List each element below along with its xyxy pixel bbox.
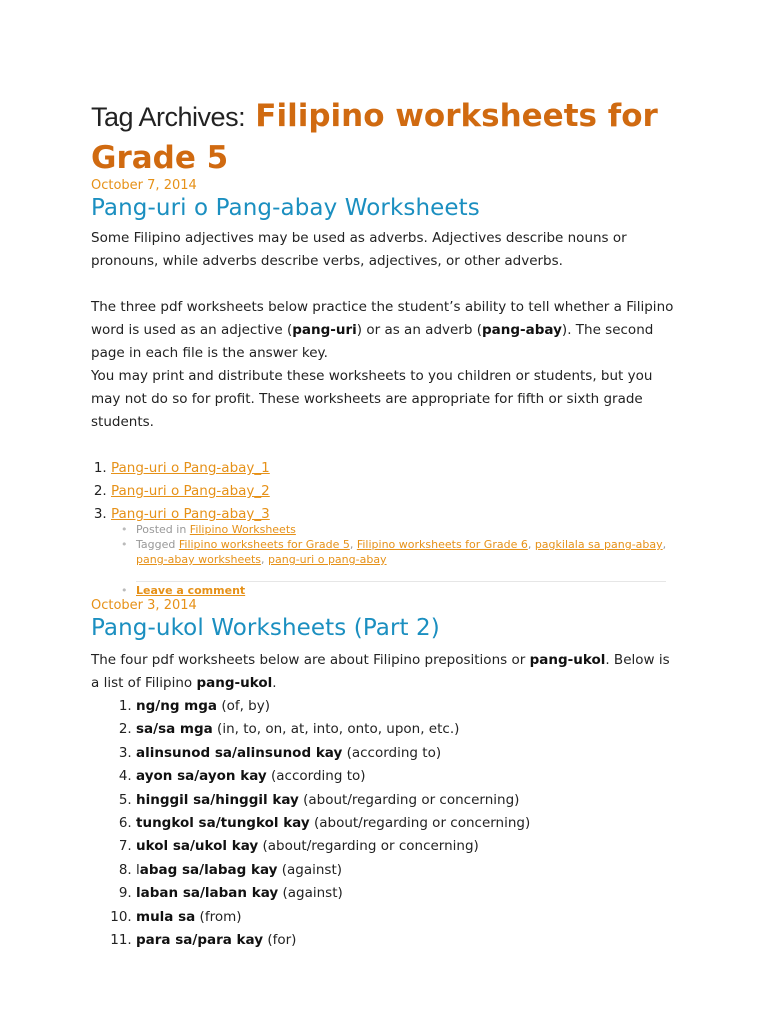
post-intro: Some Filipino adjectives may be used as adverbs. Adjectives describe nouns or pronouns, while adverbs describe verbs, adjectives, or other adverbs. (91, 230, 627, 269)
post-title-link[interactable]: Pang-uri o Pang-abay Worksheets (91, 195, 480, 221)
posted-in-row: • Posted in Filipino Worksheets (136, 522, 681, 537)
post-paragraph-2: The three pdf worksheets below practice the student’s ability to tell whether a Filipino word is used as an adjective (pang-uri) or as an adverb (pang-abay). The second page in each file is the answer key. (91, 299, 674, 361)
tag-link[interactable]: Filipino worksheets for Grade 6 (356, 538, 528, 551)
worksheet-file-list (91, 457, 681, 526)
archive-colon: : (238, 102, 246, 132)
list-item: 10. mula sa (from) (136, 906, 681, 929)
list-item: 5. hinggil sa/hinggil kay (about/regarding or concerning) (136, 789, 681, 812)
post-date-link[interactable]: October 7, 2014 (91, 178, 197, 193)
category-link[interactable]: Filipino Worksheets (189, 523, 296, 536)
list-item: 3. alinsunod sa/alinsunod kay (according to) (136, 742, 681, 765)
divider (136, 581, 666, 582)
post-meta (91, 522, 681, 567)
tag-link[interactable]: pang-abay worksheets (136, 553, 262, 566)
tagged-row: • Tagged Filipino worksheets for Grade 5, Filipino worksheets for Grade 6, pagkilala sa pang-abay, pang-abay worksheets, pang-uri o pang-abay (136, 537, 681, 567)
leave-comment-link[interactable]: Leave a comment (136, 584, 246, 597)
list-item: 11. para sa/para kay (for) (136, 929, 681, 952)
page-content (91, 95, 681, 952)
post-date-link[interactable]: October 3, 2014 (91, 598, 197, 613)
list-item: 7. ukol sa/ukol kay (about/regarding or concerning) (136, 835, 681, 858)
list-item (111, 457, 681, 480)
post-title-link[interactable]: Pang-ukol Worksheets (Part 2) (91, 615, 440, 641)
post-intro: The four pdf worksheets below are about Filipino prepositions or pang-ukol. Below is a list of Filipino pang-ukol. (91, 652, 670, 691)
worksheet-link-2[interactable]: Pang-uri o Pang-abay_2 (111, 483, 270, 499)
list-item: 1. ng/ng mga (of, by) (136, 695, 681, 718)
tag-link[interactable]: pagkilala sa pang-abay (534, 538, 663, 551)
list-item: 8. labag sa/labag kay (against) (136, 859, 681, 882)
comment-row (91, 584, 681, 598)
worksheet-link-3[interactable]: Pang-uri o Pang-abay_3 (111, 506, 270, 522)
list-item: 4. ayon sa/ayon kay (according to) (136, 765, 681, 788)
tag-link[interactable]: pang-uri o pang-abay (268, 553, 387, 566)
preposition-list (91, 695, 681, 952)
list-item: 6. tungkol sa/tungkol kay (about/regarding or concerning) (136, 812, 681, 835)
archive-prefix: Tag Archives (91, 102, 239, 132)
tag-link[interactable]: Filipino worksheets for Grade 5 (178, 538, 350, 551)
list-item: 9. laban sa/laban kay (against) (136, 882, 681, 905)
archive-tag-name: Filipino worksheets for Grade 5 (91, 98, 658, 176)
list-item (111, 480, 681, 503)
list-item: 2. sa/sa mga (in, to, on, at, into, onto, upon, etc.) (136, 718, 681, 741)
post-paragraph-3: You may print and distribute these worksheets to you children or students, but you may not do so for profit. These worksheets are appropriate for fifth or sixth grade students. (91, 368, 653, 430)
archive-title (91, 95, 681, 178)
post-pang-uri-o-pang-abay (91, 178, 681, 598)
worksheet-link-1[interactable]: Pang-uri o Pang-abay_1 (111, 460, 270, 476)
post-pang-ukol-part-2 (91, 598, 681, 952)
